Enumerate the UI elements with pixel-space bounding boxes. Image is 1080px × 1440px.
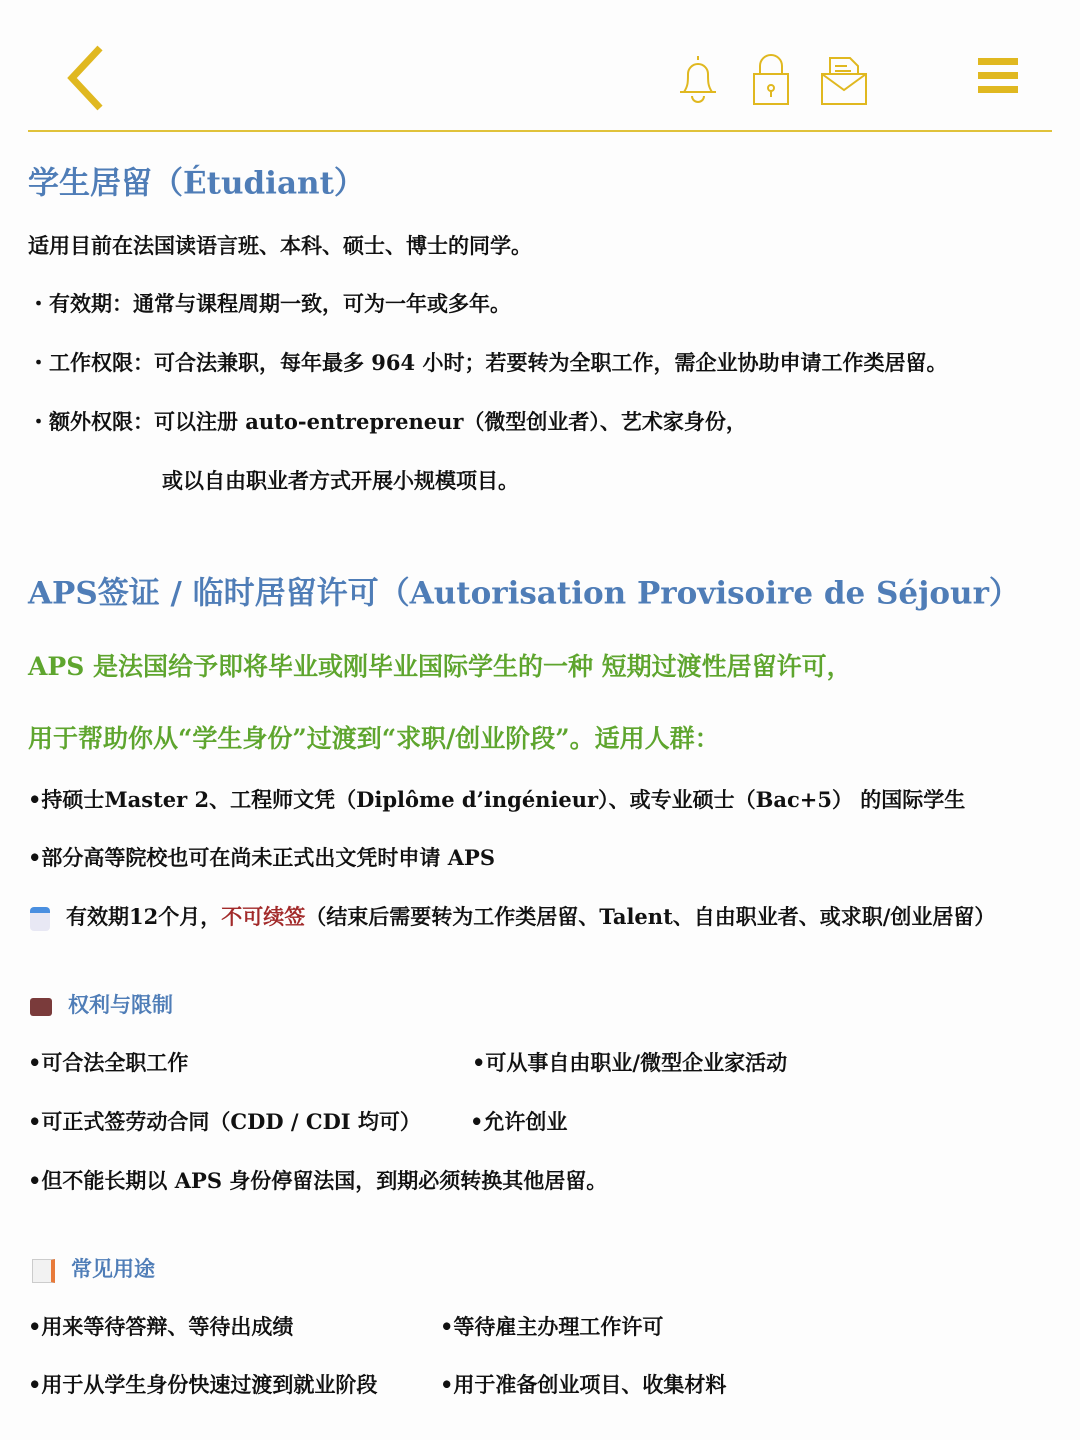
student-work: ・工作权限：可合法兼职，每年最多 964 小时；若要转为全职工作，需企业协助申请工作类居留。 [28, 350, 948, 375]
lock-icon[interactable] [750, 52, 792, 108]
student-title: 学生居留（Étudiant） [28, 165, 365, 202]
rights-item: •允许创业 [470, 1109, 568, 1134]
aps-desc-2: 用于帮助你从“学生身份”过渡到“求职/创业阶段”。适用人群： [28, 724, 720, 753]
validity-text: 有效期12个月， [66, 904, 222, 929]
aps-eligible-1: •持硕士Master 2、工程师文凭（Diplôme d’ingénieur）、或专业硕士（Bac+5） 的国际学生 [28, 787, 966, 812]
memo-icon [32, 1259, 55, 1283]
briefcase-icon [30, 998, 52, 1016]
rights-item: •可从事自由职业/微型企业家活动 [472, 1050, 788, 1075]
non-renewable-text: 不可续签 [221, 904, 306, 929]
student-intro: 适用目前在法国读语言班、本科、硕士、博士的同学。 [28, 233, 532, 258]
uses-item: •用来等待答辩、等待出成绩 [28, 1314, 294, 1339]
back-chevron-icon[interactable] [62, 44, 106, 112]
student-validity: ・有效期：通常与课程周期一致，可为一年或多年。 [28, 291, 511, 316]
aps-title: APS签证 / 临时居留许可（Autorisation Provisoire de Séjour） [28, 575, 1020, 612]
aps-validity [30, 901, 995, 931]
rights-item: •可正式签劳动合同（CDD / CDI 均可） [28, 1109, 421, 1134]
rights-title: 权利与限制 [68, 992, 173, 1017]
menu-icon[interactable] [978, 58, 1018, 93]
student-extra: ・额外权限：可以注册 auto-entrepreneur（微型创业者）、艺术家身份， [28, 409, 747, 434]
uses-title: 常见用途 [71, 1256, 155, 1281]
aps-eligible-2: •部分高等院校也可在尚未正式出文凭时申请 APS [28, 845, 495, 870]
mail-icon[interactable] [820, 54, 868, 106]
rights-heading [30, 989, 173, 1019]
rights-note: •但不能长期以 APS 身份停留法国，到期必须转换其他居留。 [28, 1168, 608, 1193]
calendar-icon [30, 907, 50, 931]
bell-icon[interactable] [676, 52, 720, 106]
validity-note: （结束后需要转为工作类居留、Talent、自由职业者、或求职/创业居留） [305, 904, 996, 929]
uses-item: •用于从学生身份快速过渡到就业阶段 [28, 1372, 378, 1397]
uses-heading [32, 1253, 155, 1283]
rights-item: •可合法全职工作 [28, 1050, 189, 1075]
header-divider [28, 130, 1052, 132]
student-extra-cont: 或以自由职业者方式开展小规模项目。 [162, 468, 519, 493]
aps-desc-1: APS 是法国给予即将毕业或刚毕业国际学生的一种 短期过渡性居留许可， [28, 652, 852, 681]
uses-item: •用于准备创业项目、收集材料 [440, 1372, 727, 1397]
uses-item: •等待雇主办理工作许可 [440, 1314, 664, 1339]
